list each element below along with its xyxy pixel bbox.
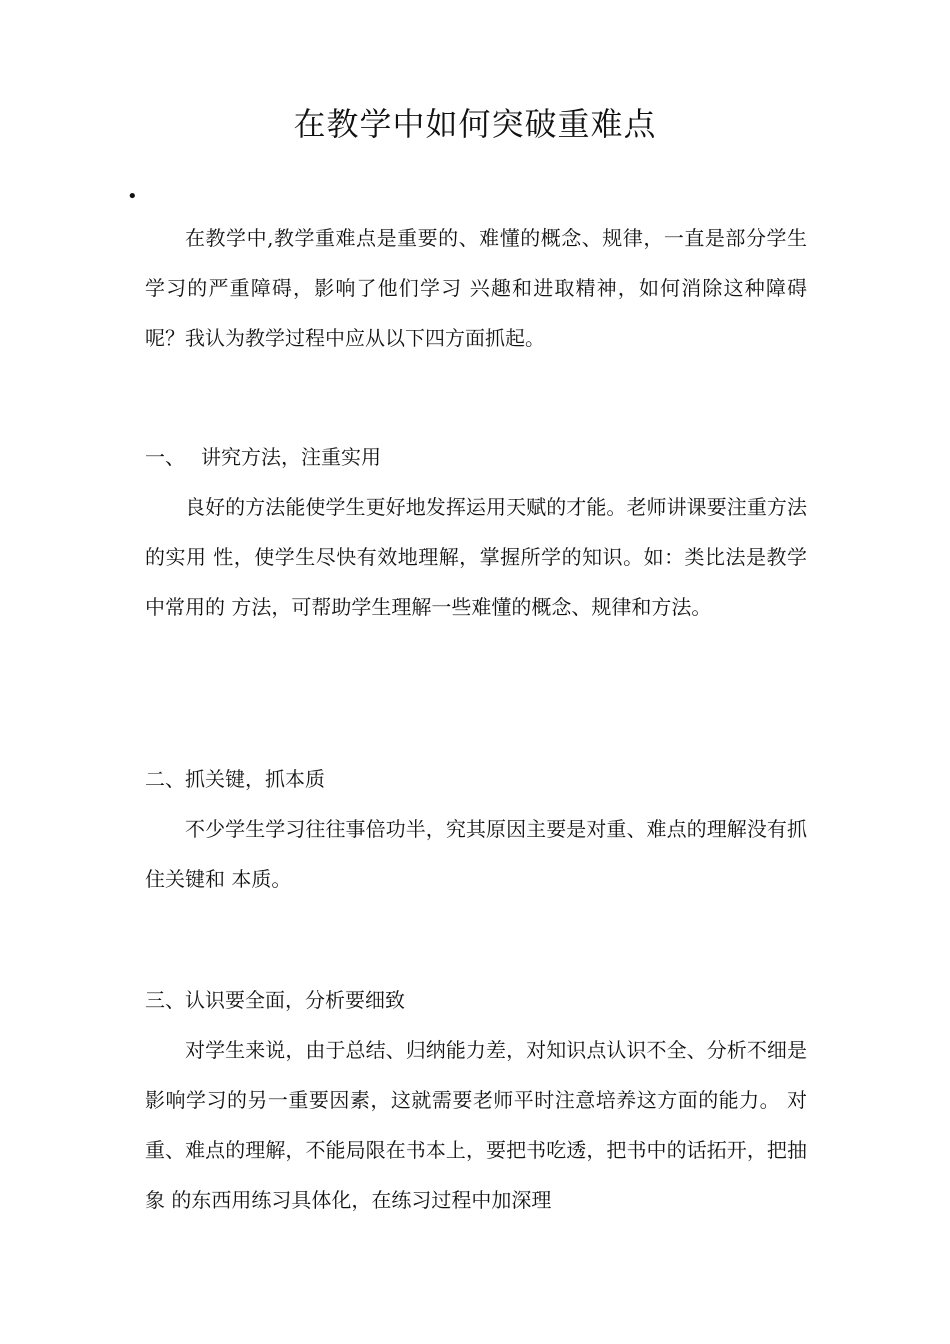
section-3-title: 认识要全面，分析要细致 bbox=[185, 988, 405, 1012]
section-2-title: 抓关键，抓本质 bbox=[185, 767, 325, 791]
section-2-heading bbox=[145, 754, 325, 804]
section-1-heading bbox=[145, 432, 381, 482]
intro-paragraph bbox=[145, 213, 807, 363]
section-2-body bbox=[145, 804, 807, 904]
section-1-number: 一、 bbox=[145, 445, 185, 469]
document-title: 在教学中如何突破重难点 bbox=[293, 105, 657, 143]
intro-text: 在教学中,教学重难点是重要的、难懂的概念、规律，一直是部分学生学习的严重障碍，影响了他们学习 兴趣和进取精神，如何消除这种障碍呢？我认为教学过程中应从以下四方面抓起。 bbox=[145, 226, 807, 350]
section-1-body bbox=[145, 482, 807, 632]
section-3-heading bbox=[145, 975, 405, 1025]
section-2-text: 不少学生学习往往事倍功半，究其原因主要是对重、难点的理解没有抓住关键和 本质。 bbox=[145, 817, 807, 891]
section-1-title: 讲究方法，注重实用 bbox=[201, 445, 381, 469]
section-1-text: 良好的方法能使学生更好地发挥运用天赋的才能。老师讲课要注重方法的实用 性，使学生尽快有效地理解，掌握所学的知识。如：类比法是教学中常用的 方法，可帮助学生理解一些难懂的概念、规律和方法。 bbox=[145, 495, 807, 619]
bullet-mark: • bbox=[127, 186, 138, 207]
section-3-number: 三、 bbox=[145, 988, 185, 1012]
section-3-text: 对学生来说，由于总结、归纳能力差，对知识点认识不全、分析不细是影响学习的另一重要因素，这就需要老师平时注意培养这方面的能力。 对重、难点的理解，不能局限在书本上，要把书吃透，把书中的话拓开，把抽象 的东西用练习具体化，在练习过程中加深理 bbox=[145, 1038, 807, 1212]
section-3-body bbox=[145, 1025, 807, 1225]
section-2-number: 二、 bbox=[145, 767, 185, 791]
